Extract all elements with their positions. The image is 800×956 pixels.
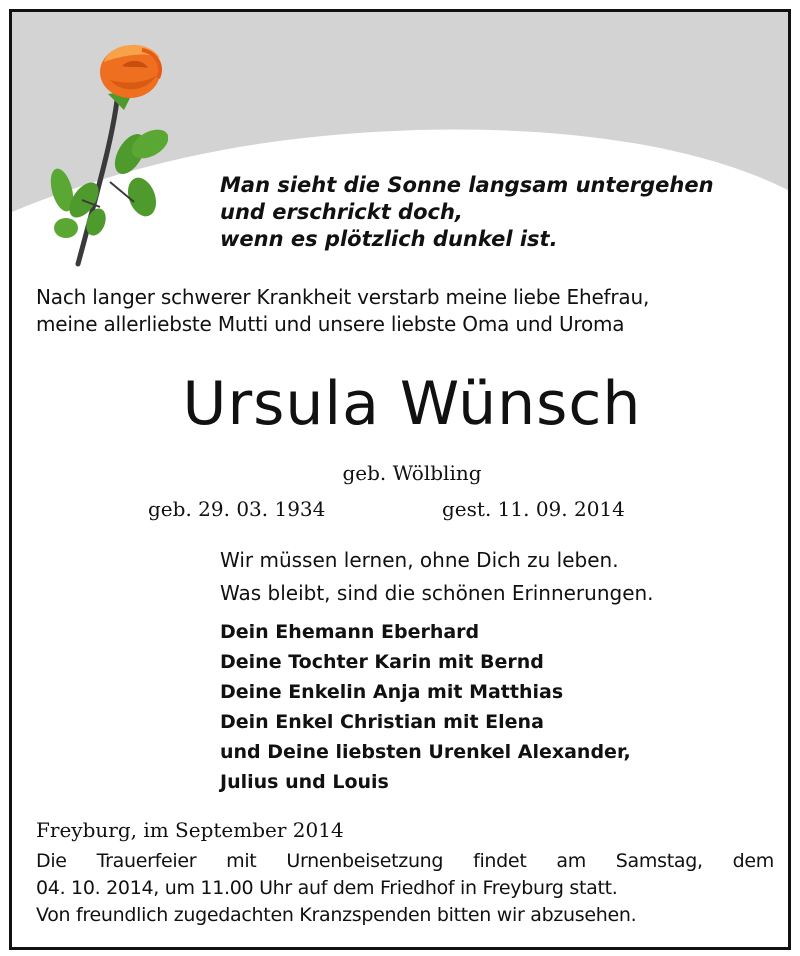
funeral-info (36, 848, 776, 929)
rose-icon (38, 32, 168, 267)
mourners-list (220, 617, 631, 797)
mourner-line: Dein Enkel Christian mit Elena (220, 711, 544, 733)
motto-quote (220, 172, 714, 253)
funeral-word: Urnenbeisetzung (286, 850, 444, 872)
funeral-word: Trauerfeier (96, 850, 197, 872)
motto-line: wenn es plötzlich dunkel ist. (220, 227, 558, 251)
motto-line: Man sieht die Sonne langsam untergehen (220, 173, 714, 197)
motto-line: und erschrickt doch, (220, 200, 463, 224)
intro-line: meine allerliebste Mutti und unsere liebste Oma und Uroma (36, 312, 625, 336)
verse-text (220, 544, 654, 610)
mourner-line: Dein Ehemann Eberhard (220, 621, 480, 643)
funeral-word: dem (732, 850, 774, 872)
verse-line: Wir müssen lernen, ohne Dich zu leben. (220, 548, 619, 572)
mourner-line: Deine Enkelin Anja mit Matthias (220, 681, 564, 703)
mourner-line: und Deine liebsten Urenkel Alexander, (220, 741, 631, 763)
maiden-name: geb. Wölbling (342, 461, 482, 485)
funeral-line-1 (36, 848, 774, 875)
funeral-word: Samstag, (615, 850, 703, 872)
verse-line: Was bleibt, sind die schönen Erinnerungen. (220, 581, 654, 605)
funeral-word: findet (473, 850, 527, 872)
place-and-date: Freyburg, im September 2014 (36, 818, 344, 842)
intro-line: Nach langer schwerer Krankheit verstarb meine liebe Ehefrau, (36, 285, 650, 309)
funeral-word: am (556, 850, 586, 872)
funeral-word: Die (36, 850, 67, 872)
birth-date: geb. 29. 03. 1934 (148, 497, 326, 521)
mourner-line: Deine Tochter Karin mit Bernd (220, 651, 544, 673)
intro-text (36, 284, 776, 338)
obituary-notice (9, 9, 791, 950)
mourner-line: Julius und Louis (220, 771, 389, 793)
funeral-line-3: Von freundlich zugedachten Kranzspenden bitten wir abzusehen. (36, 904, 637, 926)
funeral-line-2: 04. 10. 2014, um 11.00 Uhr auf dem Friedhof in Freyburg statt. (36, 877, 618, 899)
deceased-name: Ursula Wünsch (182, 369, 642, 439)
funeral-word: mit (226, 850, 257, 872)
death-date: gest. 11. 09. 2014 (442, 497, 625, 521)
